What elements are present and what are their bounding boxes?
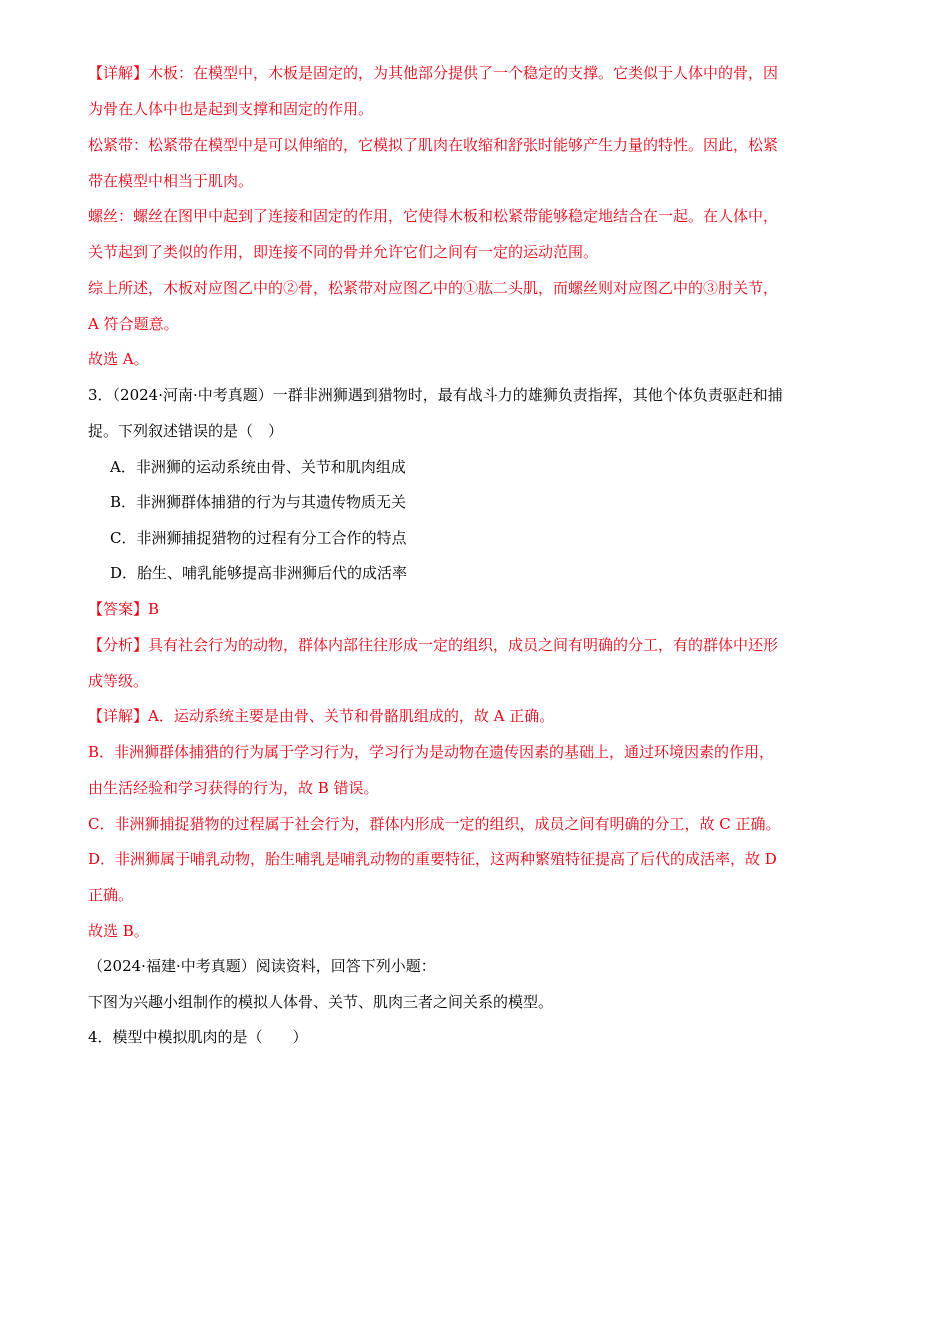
question-3-stem-line-1: 3．（2024·河南·中考真题）一群非洲狮遇到猎物时，最有战斗力的雄狮负责指挥，其他个体负责驱赶和捕 (88, 386, 783, 404)
material-description: 下图为兴趣小组制作的模拟人体骨、关节、肌肉三者之间关系的模型。 (88, 993, 554, 1011)
q3-detail-text: A．运动系统主要是由骨、关节和骨骼肌组成的，故 A 正确。 (148, 707, 555, 725)
detail-line-2: 为骨在人体中也是起到支撑和固定的作用。 (88, 100, 374, 118)
detail-line-1 (88, 62, 778, 84)
analysis-line-2: 成等级。 (88, 672, 149, 690)
answer-line (88, 598, 159, 620)
option-b: B．非洲狮群体捕猎的行为与其遗传物质无关 (110, 493, 407, 511)
q3-detail-tag: 【详解】 (88, 707, 149, 725)
detail-text: 木板：在模型中，木板是固定的，为其他部分提供了一个稳定的支撑。它类似于人体中的骨，因 (148, 64, 779, 82)
detail-line-8: A 符合题意。 (88, 315, 179, 333)
answer-tag: 【答案】 (88, 600, 149, 618)
material-intro: （2024·福建·中考真题）阅读资料，回答下列小题： (88, 957, 436, 975)
question-4-stem: 4．模型中模拟肌肉的是（ ） (88, 1028, 308, 1046)
q3-detail-line-1 (88, 705, 554, 727)
analysis-tag: 【分析】 (88, 636, 149, 654)
analysis-text: 具有社会行为的动物，群体内部往往形成一定的组织，成员之间有明确的分工，有的群体中还形 (148, 636, 779, 654)
detail-line-5: 螺丝：螺丝在图甲中起到了连接和固定的作用，它使得木板和松紧带能够稳定地结合在一起。在人体中， (88, 207, 779, 225)
option-c: C．非洲狮捕捉猎物的过程有分工合作的特点 (110, 529, 407, 547)
choose-line: 故选 A。 (88, 350, 149, 368)
detail-line-6: 关节起到了类似的作用，即连接不同的骨并允许它们之间有一定的运动范围。 (88, 243, 599, 261)
q3-detail-line-4: C．非洲狮捕捉猎物的过程属于社会行为，群体内形成一定的组织，成员之间有明确的分工，故 C 正确。 (88, 815, 781, 833)
q3-detail-line-5: D．非洲狮属于哺乳动物，胎生哺乳是哺乳动物的重要特征，这两种繁殖特征提高了后代的成活率，故 D (88, 850, 777, 868)
option-d: D．胎生、哺乳能够提高非洲狮后代的成活率 (110, 564, 408, 582)
detail-line-4: 带在模型中相当于肌肉。 (88, 172, 254, 190)
analysis-line-1 (88, 634, 778, 656)
q3-detail-line-6: 正确。 (88, 886, 134, 904)
answer-value: B (148, 600, 160, 618)
detail-line-7: 综上所述，木板对应图乙中的②骨，松紧带对应图乙中的①肱二头肌，而螺丝则对应图乙中的③肘关节， (88, 279, 779, 297)
detail-tag: 【详解】 (88, 64, 149, 82)
q3-choose-line: 故选 B。 (88, 922, 149, 940)
option-a: A．非洲狮的运动系统由骨、关节和肌肉组成 (110, 458, 406, 476)
q3-detail-line-3: 由生活经验和学习获得的行为，故 B 错误。 (88, 779, 379, 797)
q3-detail-line-2: B．非洲狮群体捕猎的行为属于学习行为，学习行为是动物在遗传因素的基础上，通过环境因素的作用， (88, 743, 775, 761)
question-3-stem-line-2: 捉。下列叙述错误的是（ ） (88, 422, 284, 440)
detail-line-3: 松紧带：松紧带在模型中是可以伸缩的，它模拟了肌肉在收缩和舒张时能够产生力量的特性。因此，松紧 (88, 136, 779, 154)
